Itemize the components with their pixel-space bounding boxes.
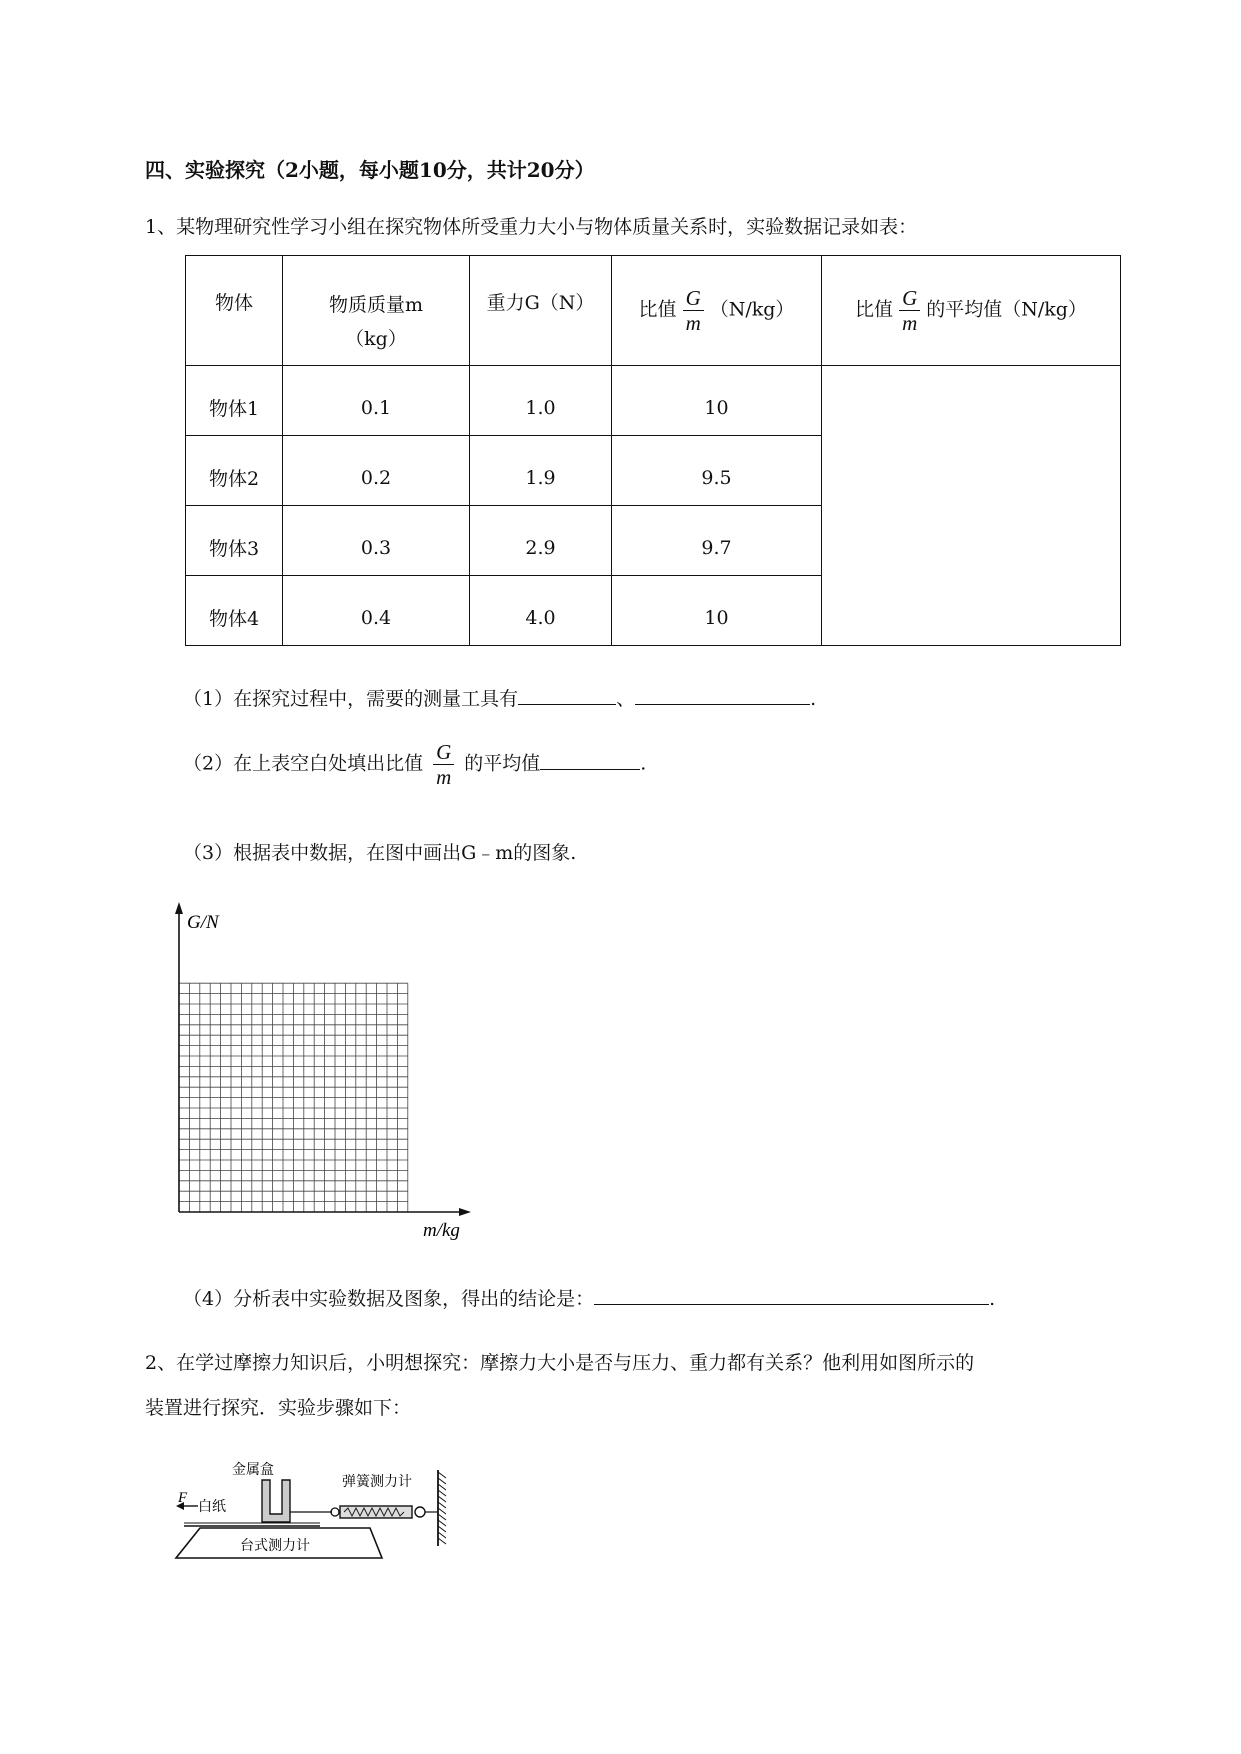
wall-hatching <box>438 1472 446 1544</box>
friction-apparatus-figure <box>170 1450 490 1570</box>
spring-balance-hook <box>331 1508 339 1516</box>
y-axis-arrow-icon <box>175 902 183 914</box>
cell-mass: 0.1 <box>283 366 470 436</box>
hatch-line <box>438 1478 446 1484</box>
question-1-stem <box>145 212 917 239</box>
cell-weight: 1.0 <box>470 366 612 436</box>
hatch-line <box>438 1520 446 1526</box>
period: . <box>810 688 817 710</box>
sub-question-2 <box>183 740 646 789</box>
table-row <box>186 366 1121 436</box>
fraction-g-over-m: $\frac{G}{m}$ <box>433 740 454 789</box>
cell-mass: 0.3 <box>283 506 470 576</box>
fraction-g-over-m: $\frac{G}{m}$ <box>899 286 920 335</box>
x-axis-arrow-icon <box>459 1208 471 1216</box>
cell-mass: 0.4 <box>283 576 470 646</box>
data-table <box>185 255 1121 646</box>
hatch-line <box>438 1496 446 1502</box>
hatch-line <box>438 1490 446 1496</box>
question-2-line-2: 装置进行探究．实验步骤如下： <box>145 1397 412 1419</box>
force-label: F <box>178 1490 188 1506</box>
cell-weight: 4.0 <box>470 576 612 646</box>
cell-object: 物体3 <box>186 506 283 576</box>
answer-blank[interactable] <box>518 684 616 705</box>
hatch-line <box>438 1472 446 1478</box>
question-1-text: 某物理研究性学习小组在探究物体所受重力大小与物体质量关系时，实验数据记录如表： <box>176 216 918 238</box>
paper-label: 白纸 <box>198 1500 226 1515</box>
header-mass-line1: 物质质量m <box>328 294 424 316</box>
sub-question-4 <box>183 1284 995 1311</box>
question-2-line-1 <box>145 1348 974 1375</box>
answer-blank[interactable] <box>594 1284 989 1305</box>
hatch-line <box>438 1508 446 1514</box>
period: . <box>989 1288 996 1310</box>
grid-lines <box>179 983 408 1212</box>
sub-question-1-text: （1）在探究过程中，需要的测量工具有 <box>183 688 519 710</box>
box-label: 金属盒 <box>232 1463 274 1478</box>
sub-question-1 <box>183 684 816 711</box>
cell-ratio: 9.5 <box>612 436 822 506</box>
cell-ratio: 10 <box>612 366 822 436</box>
header-weight: 重力G（N） <box>470 256 612 366</box>
question-2-number: 2、 <box>145 1352 177 1374</box>
metal-box <box>262 1480 290 1522</box>
sub-question-2-suffix: 的平均值 <box>464 752 541 775</box>
header-ratio-unit: （N/kg） <box>709 298 795 321</box>
y-axis-label: G/N <box>187 912 219 933</box>
cell-mass: 0.2 <box>283 436 470 506</box>
question-1-number: 1、 <box>145 216 177 238</box>
fraction-g-over-m: $\frac{G}{m}$ <box>683 286 704 335</box>
hatch-line <box>438 1502 446 1508</box>
answer-blank[interactable] <box>635 684 810 705</box>
separator: 、 <box>616 688 636 710</box>
sub-question-3: （3）根据表中数据，在图中画出G﹣m的图象. <box>183 842 577 864</box>
cell-weight: 1.9 <box>470 436 612 506</box>
header-ratio-prefix: 比值 <box>638 298 677 321</box>
header-average-suffix: 的平均值（N/kg） <box>926 298 1087 321</box>
header-average <box>822 256 1121 366</box>
section-title: 四、实验探究（2小题，每小题10分，共计20分） <box>145 158 595 182</box>
header-mass-line2: （kg） <box>345 328 407 350</box>
header-mass <box>283 256 470 366</box>
hatch-line <box>438 1484 446 1490</box>
hatch-line <box>438 1532 446 1538</box>
sub-question-4-text: （4）分析表中实验数据及图象，得出的结论是： <box>183 1288 595 1310</box>
scale-label: 台式测力计 <box>240 1539 310 1554</box>
x-axis-label: m/kg <box>423 1220 460 1240</box>
hatch-line <box>438 1538 446 1544</box>
meter-label: 弹簧测力计 <box>342 1475 412 1490</box>
header-ratio <box>612 256 822 366</box>
cell-weight: 2.9 <box>470 506 612 576</box>
header-object: 物体 <box>186 256 283 366</box>
cell-ratio: 9.7 <box>612 506 822 576</box>
hatch-line <box>438 1514 446 1520</box>
spring-balance-ring <box>415 1507 425 1517</box>
period: . <box>640 752 647 775</box>
sub-question-2-prefix: （2）在上表空白处填出比值 <box>183 752 424 775</box>
cell-object: 物体2 <box>186 436 283 506</box>
cell-ratio: 10 <box>612 576 822 646</box>
hatch-line <box>438 1526 446 1532</box>
answer-blank[interactable] <box>540 749 640 770</box>
graph-paper[interactable] <box>165 900 485 1240</box>
question-2-text: 在学过摩擦力知识后，小明想探究：摩擦力大小是否与压力、重力都有关系？他利用如图所示的 <box>176 1352 975 1374</box>
cell-object: 物体4 <box>186 576 283 646</box>
cell-object: 物体1 <box>186 366 283 436</box>
average-answer-cell[interactable] <box>822 366 1121 646</box>
header-average-prefix: 比值 <box>855 298 894 321</box>
table-header-row <box>186 256 1121 366</box>
